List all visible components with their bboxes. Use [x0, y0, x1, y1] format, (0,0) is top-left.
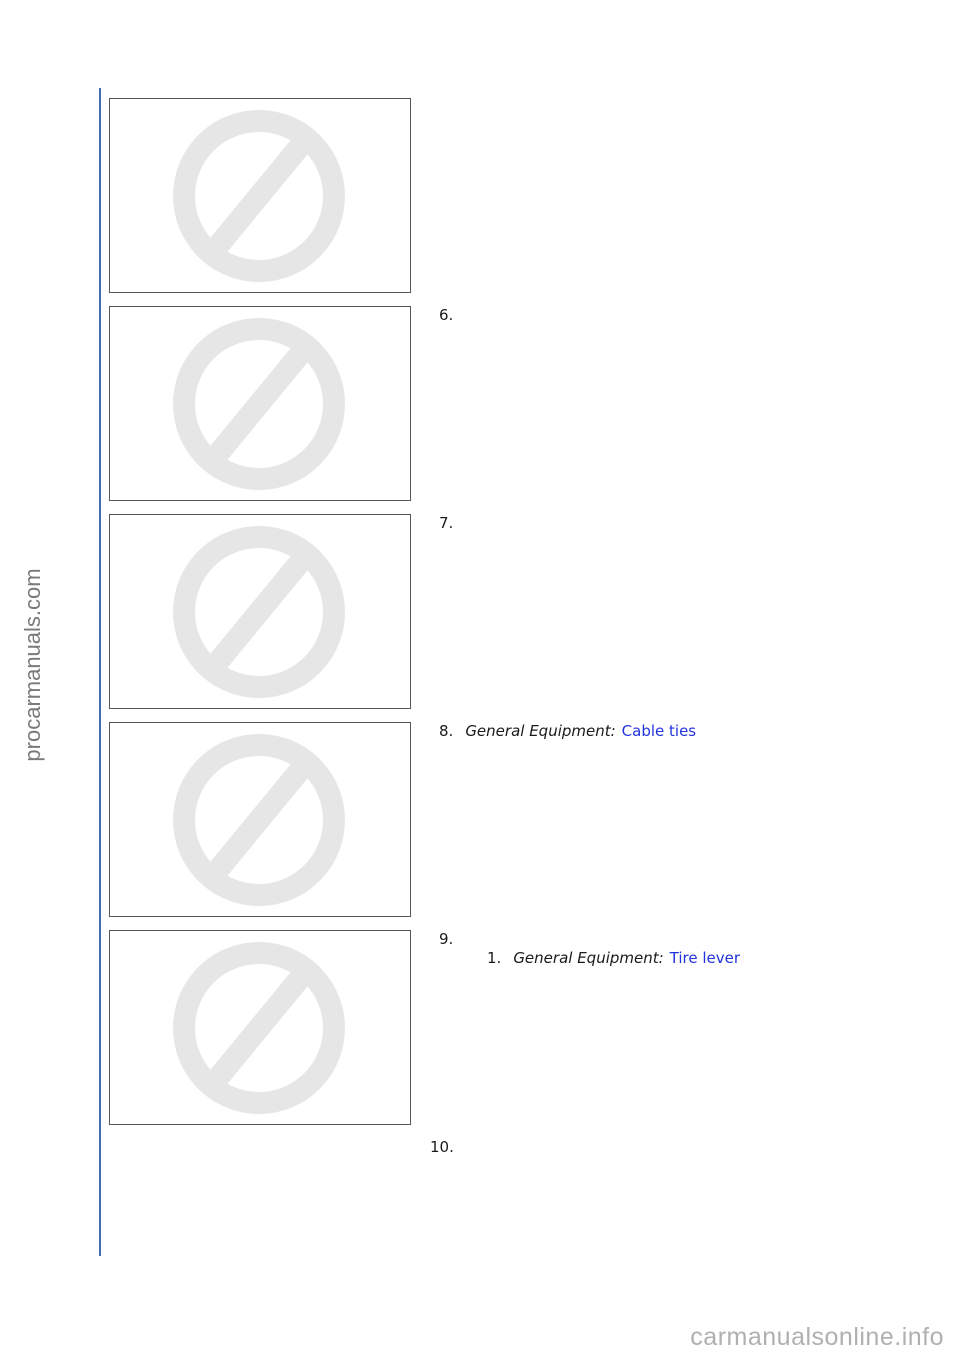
no-image-placeholder-icon — [110, 307, 410, 500]
step-number: 10. — [430, 1138, 454, 1156]
substep-number: 1. — [487, 949, 502, 967]
step-10 — [430, 1138, 454, 1156]
no-image-placeholder-icon — [110, 931, 410, 1124]
step-7 — [439, 514, 453, 532]
step-6 — [439, 306, 453, 324]
step-number: 8. — [439, 722, 454, 740]
bottom-watermark: carmanualsonline.info — [690, 1323, 944, 1351]
side-watermark: procarmanuals.com — [20, 568, 45, 762]
substep-9-1 — [487, 949, 740, 967]
tire-lever-link[interactable]: Tire lever — [669, 949, 741, 967]
left-margin-rule — [99, 88, 101, 1256]
no-image-placeholder-icon — [110, 723, 410, 916]
figure-3 — [109, 514, 411, 709]
equipment-label: General Equipment: — [465, 722, 616, 740]
no-image-placeholder-icon — [110, 99, 410, 292]
step-9 — [439, 930, 453, 948]
figure-2 — [109, 306, 411, 501]
step-8 — [439, 722, 696, 740]
figure-5 — [109, 930, 411, 1125]
step-number: 7. — [439, 514, 454, 532]
no-image-placeholder-icon — [110, 515, 410, 708]
figure-4 — [109, 722, 411, 917]
cable-ties-link[interactable]: Cable ties — [621, 722, 697, 740]
figure-1 — [109, 98, 411, 293]
equipment-label: General Equipment: — [513, 949, 664, 967]
step-number: 6. — [439, 306, 454, 324]
step-number: 9. — [439, 930, 454, 948]
